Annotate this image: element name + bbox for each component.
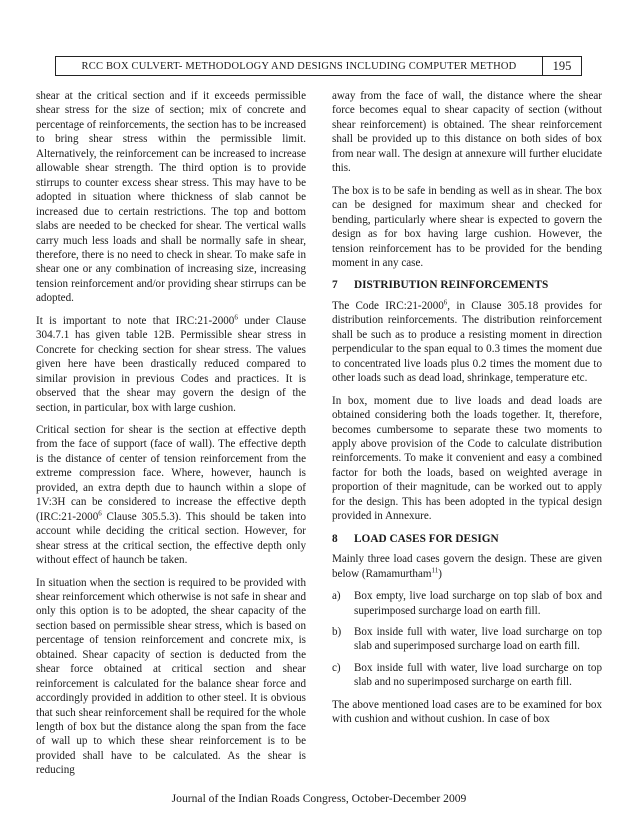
paragraph: Mainly three load cases govern the design. These are given below (Ramamurtham$^{11}$) [332,553,602,580]
list-item [332,625,602,654]
section-heading-8 [332,532,602,546]
paragraph: The box is to be safe in bending as well as in shear. The box can be designed for maximum shear and checked for bending, particularly where shear is expected to govern the design as for box having large cushion. However, the tension reinforcement has to be provided for the bending moment in any case. [332,184,602,269]
page-number: 195 [542,57,581,75]
list-item-text: Box inside full with water, live load surcharge on top slab and superimposed surcharge load on earth fill. [354,625,602,653]
right-column [332,89,602,735]
journal-footer: Journal of the Indian Roads Congress, October-December 2009 [171,792,467,805]
reference-superscript: 11 [431,565,439,574]
left-column [36,89,306,786]
section-title: LOAD CASES FOR DESIGN [354,532,499,545]
paragraph: The Code IRC:21-2000$^6$, in Clause 305.18 provides for distribution reinforcements. The distribution reinforcement shall be such as to produce a resisting moment in direction perpendicular to the span equal to 0.3 times the moment due to concentrated live loads plus 0.2 times the moment due to other loads such as dead load, shrinkage, temperature etc. [332,298,602,385]
reference-superscript: 6 [234,313,238,322]
paragraph: Critical section for shear is the section at effective depth from the face of support (face of wall). The effective depth is the distance of center of tension reinforcement from the extreme compression face. Where, however, haunch is provided, an extra depth due to haunch within a slope of 1V:3H can be considered to increase the effective depth (IRC:21-2000$^6$ Clause 305.5.3). This should be taken into account while deciding the critical section. However, for shear stress at the critical section, the effective depth only without effect of haunch be taken. [36,423,306,567]
paragraph: It is important to note that IRC:21-2000$^6$ under Clause 304.7.1 has given table 12B. Permissible shear stress in Concrete for checking section for shear stress. The values given here have been drastically reduced compared to similar provision in previous Codes and practices. It is observed that the shear may govern the design of the section, in particular, box with large cushion. [36,313,306,414]
paragraph: The above mentioned load cases are to be examined for box with cushion and without cushion. In case of box [332,698,602,726]
running-header [55,56,582,76]
list-marker: b) [332,625,342,638]
header-title: RCC BOX CULVERT- METHODOLOGY AND DESIGNS INCLUDING COMPUTER METHOD [81,60,517,72]
section-number: 8 [332,532,338,545]
section-heading-7 [332,278,602,292]
reference-superscript: 6 [443,298,448,307]
paragraph: shear at the critical section and if it exceeds permissible shear stress for the size of section; mix of concrete and percentage of reinforcements, the section has to be increased to bring shear stress within the permissible limit. Alternatively, the reinforcement can be increased to increase allowable shear strength. The third option is to provide stirrups to counter excess shear stress. This may have to be adopted in situation where thickness of slab cannot be increased due to certain restrictions. The top and bottom slabs are needed to be checked for shear. The vertical walls carry much less loads and shall be normally safe in shear, therefore, there is no need to check in shear. To make safe in shear one or any combination of increasing size, increasing tension reinforcement and/or providing shear stirrups can be adopted. [36,90,306,305]
list-item-text: Box empty, live load surcharge on top slab of box and superimposed surcharge load on earth fill. [354,590,602,617]
list-item [332,589,602,618]
load-case-list [332,589,602,690]
section-title: DISTRIBUTION REINFORCEMENTS [354,279,549,292]
section-number: 7 [332,279,338,292]
paragraph: In box, moment due to live loads and dead loads are obtained considering both the loads together. It, therefore, becomes cumbersome to separate these two moments to apply above provision of the Code to calculate distribution reinforcements. To make it convenient and easy a combined factor for both the loads, based on weighted average in proportion of their magnitude, can be worked out to apply for the design. This has been adopted in the typical design provided in Annexure. [332,394,602,523]
list-item [332,661,602,690]
reference-superscript: 6 [98,509,102,517]
list-item-text: Box inside full with water, live load surcharge on top slab and no superimposed surcharge on earth fill. [354,661,602,689]
paragraph: away from the face of wall, the distance where the shear force becomes equal to shear capacity of section (without shear reinforcement) is obtained. The shear reinforcement shall be provided up to this distance on both sides of box from near wall. The design at annexure will further elucidate this. [332,90,602,175]
paragraph: In situation when the section is required to be provided with shear reinforcement which otherwise is not safe in shear and only this option is to be adopted, the shear capacity of the section based on permissible shear stress, which is based on percentage of tension reinforcement and concrete mix, is obtained. Shear capacity of section is deducted from the shear force obtained at critical section and shear reinforcement is calculated for the balance shear force and accordingly provided in addition to other steel. It is obvious that such shear reinforcement shall be required for the whole length of box but the distance along the span from the face of wall up to which these shear reinforcement is to be provided shall have to be calculated. As the shear is reducing [36,576,306,777]
list-marker: c) [332,661,341,674]
list-marker: a) [332,590,341,603]
